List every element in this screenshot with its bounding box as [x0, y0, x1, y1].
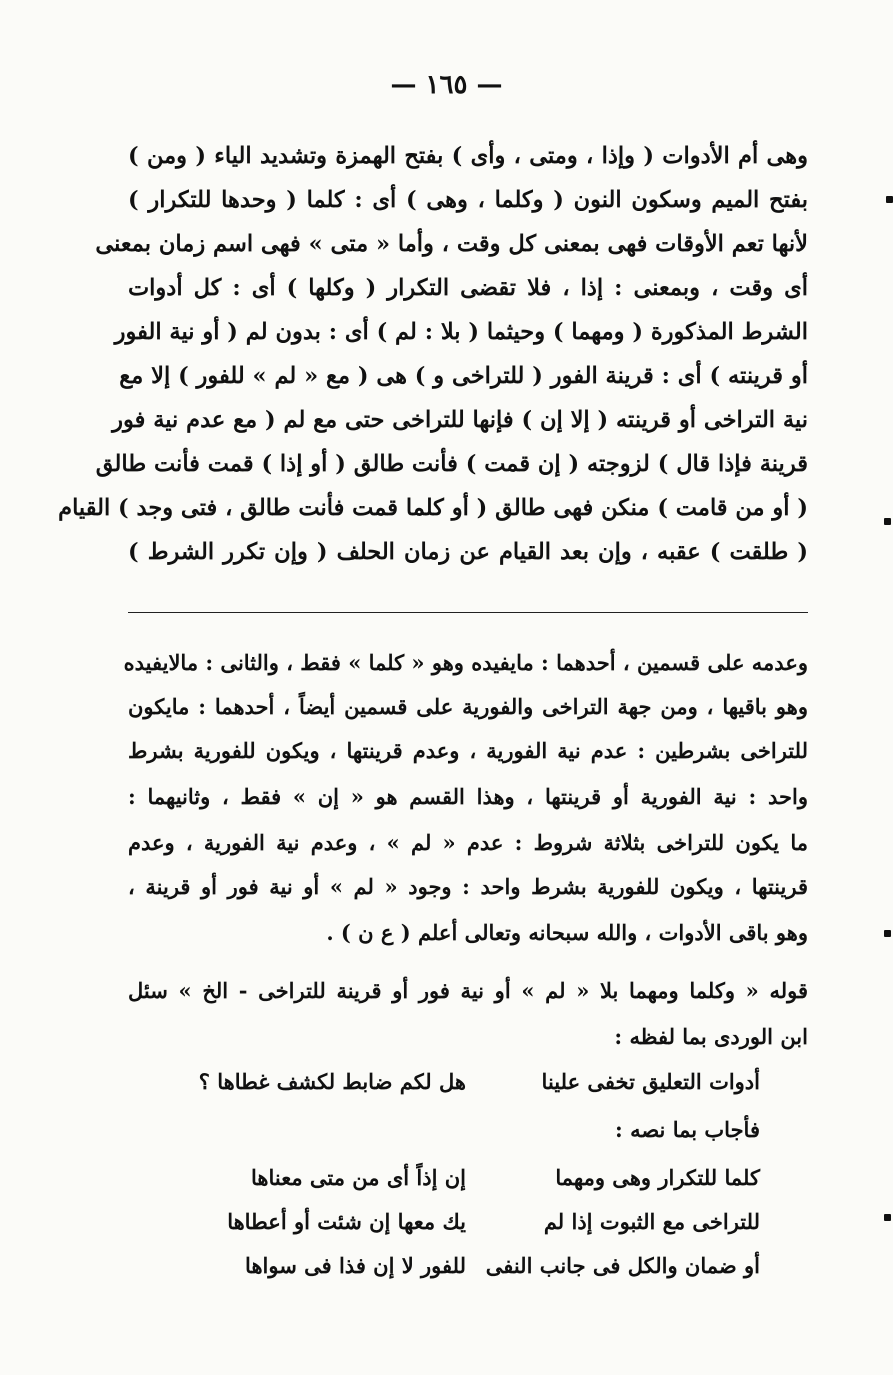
- comment-line: قوله « وكلما ومهما بلا « لم » أو نية فور أو قرينة للتراخى - الخ » سئل: [128, 978, 808, 1003]
- verse-first-hemistich: كلما للتكرار وهى ومهما: [555, 1165, 760, 1190]
- poem-verse: [128, 1244, 808, 1288]
- verse-first-hemistich: أدوات التعليق تخفى علينا: [541, 1069, 760, 1094]
- verse-first-hemistich: للتراخى مع الثبوت إذا لم: [543, 1209, 760, 1234]
- footnote-line: للتراخى بشرطين : عدم نية الفورية ، وعدم قرينتها ، ويكون للفورية بشرط: [128, 738, 808, 763]
- footnote-line: قرينتها ، ويكون للفورية بشرط واحد : وجود « لم » أو نية فور أو قرينة ،: [128, 874, 808, 899]
- comment-line: ابن الوردى بما لفظه :: [614, 1024, 808, 1049]
- main-line: ( أو من قامت ) منكن فهى طالق ( أو كلما قمت فأنت طالق ، فتى وجد ) القيام: [58, 495, 808, 521]
- verse-second-hemistich: إن إذاً أى من متى معناها: [250, 1165, 466, 1190]
- footnote-divider: [128, 612, 808, 613]
- main-line: الشرط المذكورة ( ومهما ) وحيثما ( بلا : لم ) أى : بدون لم ( أو نية الفور: [114, 319, 808, 345]
- page-number: — ١٦٥ —: [390, 70, 503, 100]
- binding-mark: [884, 930, 891, 937]
- binding-mark: [886, 196, 893, 203]
- poem-verse: [128, 1200, 808, 1244]
- footnote-line: ما يكون للتراخى بثلاثة شروط : عدم « لم » ، وعدم نية الفورية ، وعدم: [128, 830, 808, 855]
- binding-mark: [884, 518, 891, 525]
- footnote-line: وهو باقى الأدوات ، والله سبحانه وتعالى أعلم ( ع ن ) .: [326, 920, 808, 945]
- footnote-line: وهو باقيها ، ومن جهة التراخى والفورية على قسمين أيضاً ، أحدهما : مايكون: [128, 694, 808, 719]
- verse-second-hemistich: للفور لا إن فذا فى سواها: [245, 1253, 466, 1278]
- verse-second-hemistich: هل لكم ضابط لكشف غطاها ؟: [198, 1069, 466, 1094]
- main-line: أى وقت ، وبمعنى : إذا ، فلا تقضى التكرار ( وكلها ) أى : كل أدوات: [128, 275, 808, 301]
- binding-mark: [884, 1214, 891, 1221]
- answer-intro-row: [128, 1108, 808, 1152]
- main-line: قرينة فإذا قال ) لزوجته ( إن قمت ) فأنت طالق ( أو إذا ) قمت فأنت طالق: [95, 451, 808, 477]
- main-line: وهى أم الأدوات ( وإذا ، ومتى ، وأى ) بفتح الهمزة وتشديد الياء ( ومن ): [128, 143, 808, 169]
- main-line: ( طلقت ) عقبه ، وإن بعد القيام عن زمان الحلف ( وإن تكرر الشرط ): [128, 539, 808, 565]
- footnote-line: وعدمه على قسمين ، أحدهما : مايفيده وهو « كلما » فقط ، والثانى : مالايفيده: [123, 650, 808, 675]
- poem-verse: [128, 1060, 808, 1104]
- footnote-line: واحد : نية الفورية أو قرينتها ، وهذا القسم هو « إن » فقط ، وثانيهما :: [128, 784, 808, 809]
- poem-verse: [128, 1156, 808, 1200]
- main-line: نية التراخى أو قرينته ( إلا إن ) فإنها للتراخى حتى مع لم ( مع عدم نية فور: [112, 407, 808, 433]
- verse-first-hemistich: أو ضمان والكل فى جانب النفى: [485, 1253, 760, 1278]
- main-line: بفتح الميم وسكون النون ( وكلما ، وهى ) أى : كلما ( وحدها للتكرار ): [128, 187, 808, 213]
- main-line: أو قرينته ) أى : قرينة الفور ( للتراخى و ) هى ( مع « لم » للفور ) إلا مع: [119, 363, 808, 389]
- verse-second-hemistich: يك معها إن شئت أو أعطاها: [227, 1209, 466, 1234]
- main-line: لأنها تعم الأوقات فهى بمعنى كل وقت ، وأما « متى » فهى اسم زمان بمعنى: [95, 231, 808, 257]
- answer-intro: فأجاب بما نصه :: [615, 1117, 760, 1142]
